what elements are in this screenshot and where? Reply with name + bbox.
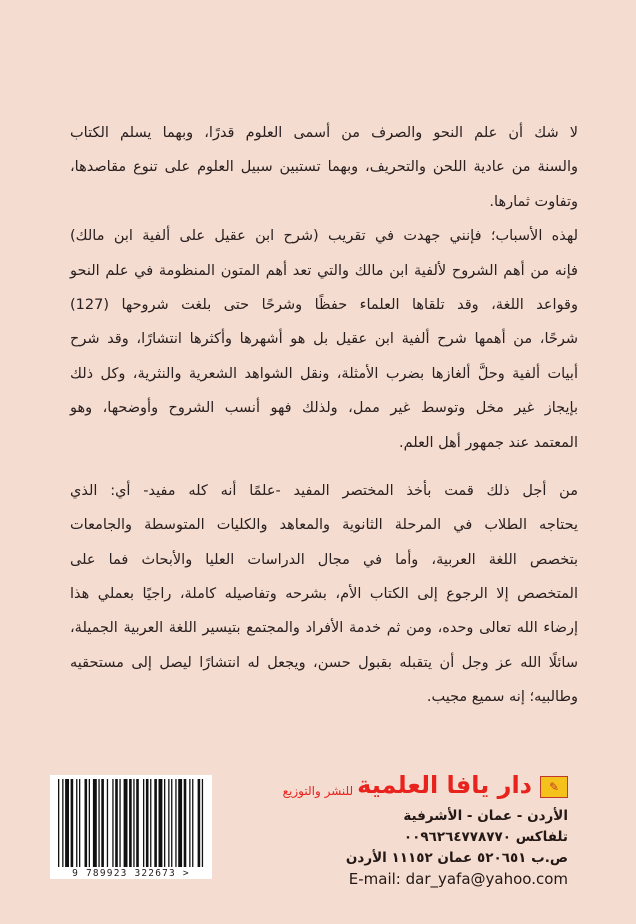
text-line: بإيجاز غير مخل وتوسط غير ممل، ولذلك فهو أنسب الشروح وأوضحها، وهو [70, 400, 578, 417]
text-line: لهذه الأسباب؛ فإنني جهدت في تقريب (شرح ابن عقيل على ألفية ابن مالك) [70, 228, 578, 245]
barcode-number: 9 789923 322673 > [50, 868, 212, 879]
back-cover-text [70, 116, 578, 715]
isbn-barcode [50, 775, 212, 879]
text-line: سائلًا الله عز وجل أن يتقبله بقبول حسن، ويجعل له انتشارًا ليصل إلى مستحقيه [70, 654, 578, 671]
publisher-logo [283, 772, 568, 798]
text-line: وتفاوت ثمارها. [489, 193, 578, 210]
text-line: المتخصص إلا الرجوع إلى الكتاب الأم، بشرحه وتفاصيله كاملة، راجيًا بعملي هذا [70, 586, 578, 603]
text-line: أبيات ألفية وحلَّ ألغازها بضرب الأمثلة، ونقل الشواهد الشعرية والنثرية، وكل ذلك [70, 365, 578, 382]
paragraph-1 [70, 116, 578, 219]
barcode-bars [50, 775, 212, 867]
text-line: فإنه من أهم الشروح لألفية ابن مالك والتي تعد أهم المتون المنظومة في علم النحو [70, 262, 578, 279]
text-line: المعتمد عند جمهور أهل العلم. [399, 434, 578, 451]
publisher-telefax: تلفاكس ٠٠٩٦٢٦٤٧٧٨٧٧٠ [403, 829, 568, 845]
text-line: بتخصص اللغة العربية، وأما في مجال الدراسات العليا والأبحاث فما على [70, 551, 578, 568]
publisher-po-box: ص.ب ٥٢٠٦٥١ عمان ١١١٥٢ الأردن [345, 850, 568, 866]
text-line: وطالبيه؛ إنه سميع مجيب. [426, 689, 578, 706]
publisher-name: دار يافا العلمية [357, 771, 532, 799]
book-quill-icon: ✎ [540, 776, 568, 798]
text-line: لا شك أن علم النحو والصرف من أسمى العلوم قدرًا، وبهما يسلم الكتاب [70, 125, 578, 141]
text-line: من أجل ذلك قمت بأخذ المختصر المفيد -علمًا أنه كله مفيد- أي: الذي [70, 482, 578, 499]
paragraph-2 [70, 219, 578, 460]
text-line: يحتاجه الطلاب في المرحلة الثانوية والمعاهد والكليات المتوسطة والجامعات [70, 517, 578, 534]
text-line: والسنة من عادية اللحن والتحريف، وبهما تستبين سبيل العلوم على تنوع مقاصدها، [70, 159, 578, 176]
text-line: وقواعد اللغة، وقد تلقاها العلماء حفظًا وشرحًا حتى بلغت شروحها (127) [70, 296, 578, 313]
text-line: إرضاء الله تعالى وحده، ومن ثم خدمة الأفراد والمجتمع بتيسير اللغة العربية الجميلة، [70, 620, 578, 637]
publisher-info [283, 772, 568, 890]
publisher-email[interactable]: E-mail: dar_yafa@yahoo.com [348, 870, 568, 888]
paragraph-3 [70, 474, 578, 715]
publisher-address: الأردن - عمان - الأشرفية [403, 808, 568, 824]
publisher-subtitle: للنشر والتوزيع [282, 784, 354, 798]
text-line: شرحًا، من أهمها شرح ألفية ابن عقيل بل هو أشهرها وأكثرها انتشارًا، وقد شرح [70, 331, 578, 348]
